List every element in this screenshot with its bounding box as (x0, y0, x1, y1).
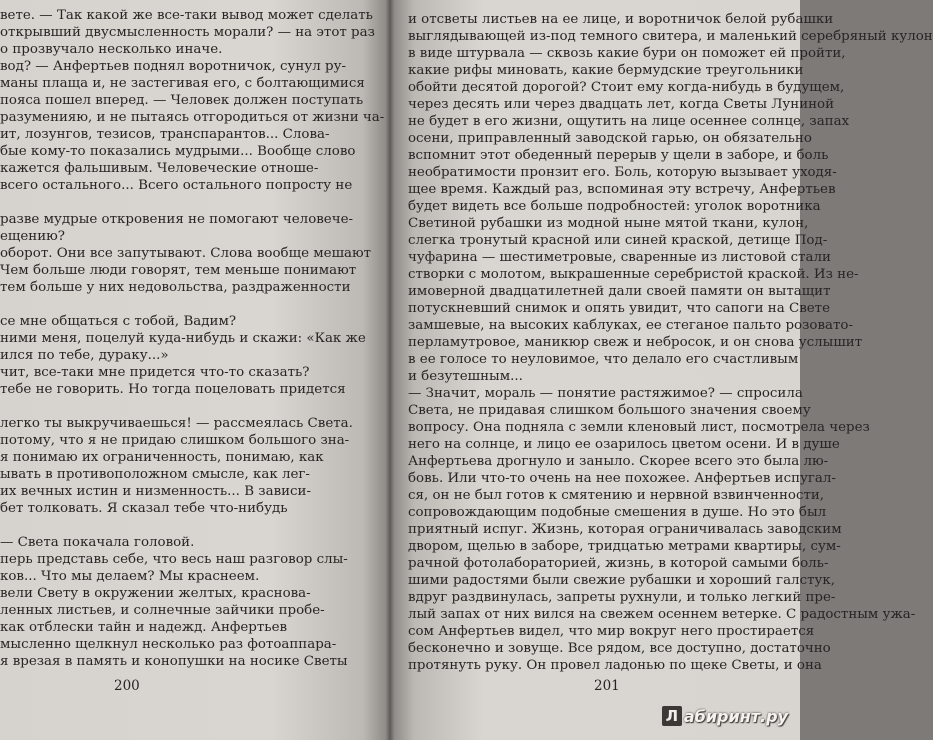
text-line: него на солнце, и лицо ее озарилось цветом осени. И в душе (408, 437, 840, 452)
text-line: ними меня, поцелуй куда-нибудь и скажи: «Как же (0, 331, 366, 346)
text-line: Чем больше люди говорят, тем меньше понимают (0, 263, 357, 278)
text-line: вели Свету в окружении желтых, краснова- (0, 586, 311, 601)
text-line: слегка тронутый красной или синей краской, детище Под- (408, 233, 828, 248)
text-line: их вечных истин и низменность... В зависи- (0, 484, 311, 499)
text-line: рачной фотолабораторией, жизнь, в которой самыми боль- (408, 556, 829, 571)
labirint-logo-text: абиринт.ру (683, 706, 788, 726)
text-line: бые кому-то показались мудрыми... Вообще слово (0, 144, 356, 159)
text-line: как отблески тайн и надежд. Анфертьев (0, 620, 288, 635)
text-line: се мне общаться с тобой, Вадим? (0, 314, 237, 329)
text-line: — Света покачала головой. (0, 535, 195, 550)
text-line: и отсветы листьев на ее лице, и воротничок белой рубашки (408, 12, 834, 27)
text-line: легко ты выкручиваешься! — рассмеялась Света. (0, 416, 353, 431)
text-line: через десять или через двадцать лет, когда Светы Луниной (408, 97, 835, 112)
text-line: оборот. Они все запутывают. Слова вообще мешают (0, 246, 372, 261)
text-line: щее время. Каждый раз, вспоминая эту встречу, Анфертьев (408, 182, 836, 197)
text-line: обойти десятой дорогой? Стоит ему когда-нибудь в будущем, (408, 80, 845, 95)
text-line: перь представь себе, что весь наш разговор слы- (0, 552, 348, 567)
text-line: разве мудрые откровения не помогают человече- (0, 212, 354, 227)
text-line: бет толковать. Я сказал тебе что-нибудь (0, 501, 288, 516)
text-line: двором, щелью в заборе, тридцатью метрами квартиры, сум- (408, 539, 841, 554)
text-line: потому, что я не придаю слишком большого зна- (0, 433, 350, 448)
text-line: будет видеть все больше подробностей: уголок воротника (408, 199, 821, 214)
text-line: кажется фальшивым. Человеческие отноше- (0, 161, 319, 176)
text-line: необратимости пронзит его. Боль, которую вызывает уходя- (408, 165, 837, 180)
text-line: замшевые, на высоких каблуках, ее стеганое пальто розовато- (408, 318, 854, 333)
text-line: ещению? (0, 229, 65, 244)
text-line: вете. — Так какой же все-таки вывод может сделать (0, 8, 373, 23)
text-line: створки с молотом, выкрашенные серебристой краской. Из не- (408, 267, 859, 282)
text-line: сом Анфертьев видел, что мир вокруг него простирается (408, 624, 815, 639)
text-line: вспомнит этот обеденный перерыв у щели в заборе, и боль (408, 148, 829, 163)
text-line: маны плаща и, не застегивая его, с болтающимися (0, 76, 365, 91)
right-page (394, 0, 933, 740)
text-line: тебе не говорить. Но тогда поцеловать придется (0, 382, 346, 397)
right-page-number: 201 (594, 678, 620, 694)
book-gutter (386, 0, 394, 740)
text-line: протянуть руку. Он провел ладонью по щеке Светы, и она (408, 658, 822, 673)
text-line: осени, приправленный заводской гарью, он обязательно (408, 131, 812, 146)
text-line: разуменияю, и не пытаясь отгородиться от жизни ча- (0, 110, 385, 125)
text-line: вод? — Анфертьев поднял воротничок, сунул ру- (0, 59, 346, 74)
text-line: лый запах от них вился на свежем осеннем ветерке. С радостным ужа- (408, 607, 916, 622)
text-line: Анфертьева дрогнуло и заныло. Скорее всего это была лю- (408, 454, 829, 469)
text-line: вопросу. Она подняла с земли кленовый лист, посмотрела через (408, 420, 870, 435)
text-line: потускневший снимок и опять увидит, что сапоги на Свете (408, 301, 830, 316)
text-line: не будет в его жизни, ощутить на лице осеннее солнце, запах (408, 114, 850, 129)
text-line: бовь. Или что-то очень на нее похожее. Анфертьев испугал- (408, 471, 836, 486)
text-line: бесконечно и зовуще. Все рядом, все доступно, достаточно (408, 641, 831, 656)
text-line: мысленно щелкнул несколько раз фотоаппара- (0, 637, 337, 652)
text-line: открывший двусмысленность морали? — на этот раз (0, 25, 375, 40)
text-line: Светиной рубашки из модной ныне мятой ткани, кулон, (408, 216, 809, 231)
text-line: ся, он не был готов к смятению и нервной взвинченности, (408, 488, 825, 503)
text-line: ков... Что мы делаем? Мы краснеем. (0, 569, 260, 584)
text-line: чуфарина — шестиметровые, сваренные из листовой стали (408, 250, 831, 265)
text-line: вдруг раздвинулась, запреты рухнули, и только легкий пре- (408, 590, 836, 605)
text-line: я врезая в память и конопушки на носике Светы (0, 654, 348, 669)
text-line: ит, лозунгов, тезисов, транспарантов... Слова- (0, 127, 330, 142)
text-line: какие рифы миновать, какие бермудские треугольники (408, 63, 804, 78)
labirint-logo-icon: Л (662, 706, 682, 726)
left-page-number: 200 (114, 678, 140, 694)
text-line: шими радостями были свежие рубашки и хороший галстук, (408, 573, 835, 588)
text-line: чит, все-таки мне придется что-то сказать? (0, 365, 310, 380)
text-line: выглядывающей из-под темного свитера, и маленький серебряный кулон (408, 29, 933, 44)
text-line: всего остального... Всего остального попросту не (0, 178, 353, 193)
text-line: тем больше у них недовольства, раздраженности (0, 280, 351, 295)
text-line: ывать в противоположном смысле, как лег- (0, 467, 310, 482)
text-line: ился по тебе, дураку...» (0, 348, 169, 363)
text-line: в ее голосе то неуловимое, что делало его счастливым (408, 352, 799, 367)
labirint-watermark (662, 706, 788, 726)
text-line: приятный испуг. Жизнь, которая ограничивалась заводским (408, 522, 842, 537)
text-line: Света, не придавая слишком большого значения своему (408, 403, 811, 418)
text-line: о прозвучало несколько иначе. (0, 42, 223, 57)
text-line: — Значит, мораль — понятие растяжимое? — спросила (408, 386, 803, 401)
text-line: я понимаю их ограниченность, понимаю, как (0, 450, 324, 465)
text-line: пояса пошел вперед. — Человек должен поступать (0, 93, 364, 108)
left-page (0, 0, 386, 740)
text-line: перламутровое, маникюр свеж и небросок, и он снова услышит (408, 335, 863, 350)
text-line: сопровождающим подобные смешения в душе. Но это был (408, 505, 827, 520)
text-line: в виде штурвала — сквозь какие бури он поможет ей пройти, (408, 46, 846, 61)
text-line: ленных листьев, и солнечные зайчики пробе- (0, 603, 325, 618)
text-line: и безутешным... (408, 369, 523, 384)
text-line: имоверной двадцатилетней дали своей памяти он вытащит (408, 284, 831, 299)
